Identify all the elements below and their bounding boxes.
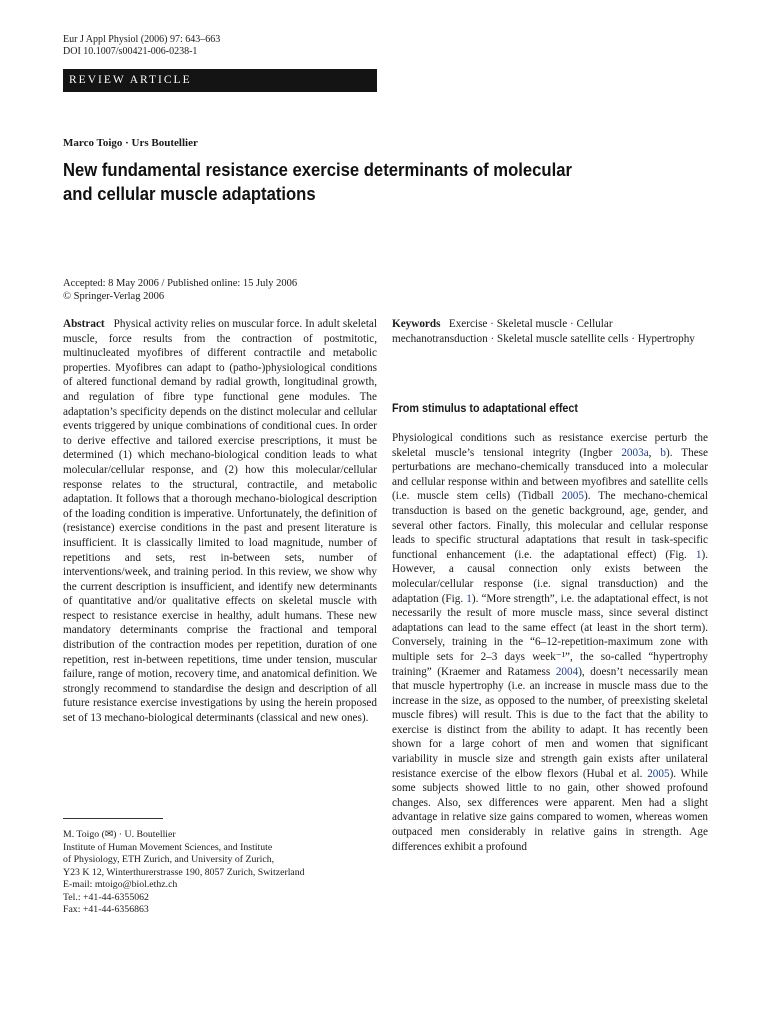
doi: DOI 10.1007/s00421-006-0238-1 bbox=[63, 46, 198, 57]
keywords bbox=[392, 317, 708, 346]
affiliation-line-2: of Physiology, ETH Zurich, and University of Zurich, bbox=[63, 854, 275, 865]
body-text: ). “More strength”, i.e. the adaptational effect, is not necessarily the result of more muscle mass, since several distinct adaptations can lead to the same effect (at least in the short term). Conversely, training in the “6–12-repetition-maximum zone with multiple sets for 2–3 days week⁻¹”, the so-called “hypertrophy training” (Kraemer and Ratamess bbox=[392, 592, 708, 678]
article-title bbox=[63, 158, 639, 206]
body-paragraph bbox=[392, 431, 708, 854]
body-text: ). The mechano-chemical transduction is based on the genetic background, age, gender, and several other factors. Finally, this molecular and cellular response leads to specific structural adaptations that result in task-specific functional enhancement (i.e. the adaptational effect) (Fig. bbox=[392, 490, 708, 561]
body-text: Physiological conditions such as resistance exercise perturb the skeletal muscle’s tensional integrity (Ingber bbox=[392, 432, 708, 459]
citation-link[interactable]: 2005 bbox=[561, 490, 584, 503]
footnote-divider bbox=[63, 818, 163, 819]
figure-link[interactable]: 1 bbox=[466, 592, 472, 605]
body-text: ). These perturbations are mechano-chemically transduced into a molecular and cellular response within and between myofibres and satellite cells (i.e. muscle stem cells) (Tidball bbox=[392, 446, 708, 503]
abstract bbox=[63, 317, 377, 726]
email[interactable]: E-mail: mtoigo@biol.ethz.ch bbox=[63, 879, 178, 890]
keywords-label: Keywords bbox=[392, 318, 441, 330]
abstract-text: Physical activity relies on muscular force. In adult skeletal muscle, force results from the contraction of postmitotic, multinucleated myofibres of different contractile and metabolic properties. Myofibres can adapt to (patho-)physiological conditions of altered functional demand by radial growth, longitudinal growth, and regulation of fibre type functional gene modules. The adaptation’s specificity depends on the distinct molecular and cellular events triggered by unique combinations of conditional cues. In order to derive effective and tailored exercise prescriptions, it must be determined (1) which mechano-biological condition leads to what molecular/cellular response, and (2) how this molecular/cellular response relates to the structural, contractile, and metabolic adaptation. It follows that a thorough mechano-biological description of the loading condition is imperative. Unfortunately, the definition of (resistance) exercise conditions in the past and present literature is insufficient. It is classically limited to load magnitude, number of repetitions and sets, rest in-between sets, number of interventions/week, and training period. In this review, we show why the current description is insufficient, and identify new determinants of quantitative and/or qualitative effects on skeletal muscle with respect to resistance exercise in healthy, adult humans. These new mandatory determinants comprise the fractional and temporal distribution of the contraction modes per repetition, duration of one repetition, rest in-between repetitions, time under tension, muscular failure, range of motion, recovery time, and anatomical definition. We strongly recommend to standardise the design and description of all future resistance exercise investigations by using the herein proposed set of 13 mechano-biological determinants (classical and new ones). bbox=[63, 318, 378, 725]
keywords-text: Exercise · Skeletal muscle · Cellular mechanotransduction · Skeletal muscle satellite cells · Hypertrophy bbox=[392, 318, 695, 345]
citation-link[interactable]: 2005 bbox=[647, 767, 670, 780]
citation-link[interactable]: 2004 bbox=[555, 665, 579, 678]
fax: Fax: +41-44-6356863 bbox=[63, 904, 149, 915]
figure-link[interactable]: 1 bbox=[695, 548, 702, 561]
accepted-published: Accepted: 8 May 2006 / Published online: 15 July 2006 bbox=[63, 278, 298, 289]
body-text: ), doesn’t necessarily mean that muscle hypertrophy (i.e. an increase in muscle mass due to the increase in the size, as opposed to the number, of preexisting skeletal muscle fibres) will result. This is due to the fact that the ability to exercise is distinct from the ability to adapt. It has recently been shown for a large cohort of men and women that significant variability in muscle size and strength gain exists after unilateral resistance exercise of the elbow flexors (Hubal et al. bbox=[392, 665, 708, 780]
journal-header bbox=[63, 34, 220, 58]
body-text: ). While some subjects showed little to no gain, other showed profound changes. Also, sex differences were apparent. Men had a slight advantage in relative size gains compared to women, whereas women outpaced men considerably in relative gains in strength. Age differences exhibit a profound bbox=[392, 767, 708, 853]
title-line-1: New fundamental resistance exercise determinants of molecular bbox=[63, 159, 572, 180]
telephone: Tel.: +41-44-6355062 bbox=[63, 891, 149, 903]
title-line-2: and cellular muscle adaptations bbox=[63, 183, 316, 204]
correspondence-authors: M. Toigo (✉) · U. Boutellier bbox=[63, 829, 176, 840]
section-heading: From stimulus to adaptational effect bbox=[392, 401, 579, 415]
body-text: , bbox=[648, 446, 661, 459]
citation-link[interactable]: b bbox=[660, 446, 666, 459]
article-type-banner: REVIEW ARTICLE bbox=[63, 69, 377, 92]
correspondence-block bbox=[63, 829, 377, 917]
journal-citation: Eur J Appl Physiol (2006) 97: 643–663 bbox=[63, 34, 221, 45]
authors: Marco Toigo · Urs Boutellier bbox=[63, 137, 198, 149]
affiliation-line-3: Y23 K 12, Winterthurerstrasse 190, 8057 Zurich, Switzerland bbox=[63, 866, 305, 878]
affiliation-line-1: Institute of Human Movement Sciences, and Institute bbox=[63, 841, 273, 853]
copyright: © Springer-Verlag 2006 bbox=[63, 291, 165, 302]
publication-dates bbox=[63, 277, 297, 303]
body-text: ). However, a causal connection only exists between the molecular/cellular response (i.e. signal transduction) and the adaptation (Fig. bbox=[392, 548, 708, 605]
citation-link[interactable]: 2003a bbox=[621, 446, 649, 459]
abstract-label: Abstract bbox=[63, 318, 105, 330]
